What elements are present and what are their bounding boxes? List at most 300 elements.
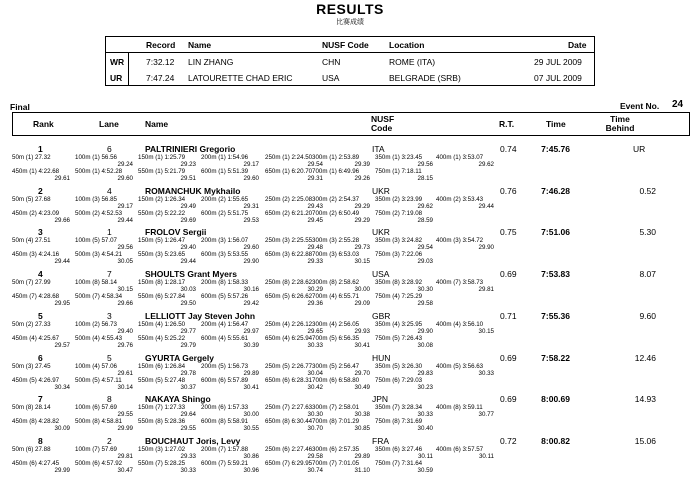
- split-difference: 30.55: [243, 425, 259, 433]
- split-difference: 30.47: [117, 466, 133, 474]
- split-time: 50m (4) 27.51: [12, 237, 51, 245]
- split-difference: 29.24: [117, 161, 133, 168]
- split-time: 450m (3) 4:24.16: [12, 251, 60, 259]
- col-lane: Lane: [99, 119, 119, 129]
- split-time: 600m (2) 5:51.75: [201, 209, 249, 217]
- split-difference: 29.44: [54, 258, 70, 266]
- split-time: 550m (2) 5:22.22: [138, 209, 186, 217]
- split-difference: 30.15: [117, 286, 133, 294]
- col-name: Name: [145, 119, 169, 129]
- record-name-wr: LIN ZHANG: [188, 57, 234, 67]
- split-difference: 30.34: [54, 383, 70, 391]
- split-difference: 30.03: [180, 286, 196, 294]
- split-difference: 30.42: [307, 383, 323, 391]
- split-time: 250m (8) 2:28.62: [265, 279, 313, 287]
- record-location-wr: ROME (ITA): [389, 57, 436, 67]
- swimmer-name: SHOULTS Grant Myers: [145, 269, 237, 280]
- split-time: 50m (7) 27.99: [12, 279, 51, 287]
- split-difference: 30.40: [417, 425, 433, 433]
- record-name-ur: LATOURETTE CHAD ERIC: [188, 73, 293, 83]
- split-time: 150m (7) 1:27.33: [138, 404, 186, 412]
- split-time: 50m (5) 27.68: [12, 195, 51, 203]
- split-time: 600m (5) 5:57.26: [201, 293, 249, 301]
- split-time: 100m (6) 57.69: [75, 404, 117, 412]
- record-type-wr: WR: [110, 57, 125, 67]
- swimmer-rank: 2: [38, 185, 43, 196]
- split-difference: 29.60: [243, 244, 259, 252]
- split-difference: 30.96: [243, 466, 259, 474]
- split-difference: 30.05: [117, 258, 133, 266]
- split-difference: 29.53: [243, 216, 259, 224]
- split-time: 350m (6) 3:27.46: [375, 445, 423, 453]
- split-difference: 29.17: [117, 202, 133, 210]
- swimmer-final-time: 8:00.82: [541, 435, 570, 446]
- split-time: 550m (8) 5:28.36: [138, 418, 186, 426]
- swimmer-final-time: 7:55.36: [541, 310, 570, 321]
- swimmer-lane: 8: [107, 394, 112, 405]
- split-time: 750m (7) 7:31.64: [375, 459, 423, 467]
- split-time: 600m (3) 5:53.55: [201, 251, 249, 259]
- split-time: 500m (8) 4:58.81: [75, 418, 123, 426]
- swimmer-reaction-time: 0.74: [500, 144, 517, 154]
- split-difference: 30.11: [478, 452, 494, 460]
- split-time: 150m (4) 1:26.50: [138, 320, 186, 328]
- split-difference: 29.73: [354, 244, 370, 252]
- swimmer-lane: 1: [107, 227, 112, 238]
- split-difference: 29.56: [117, 244, 133, 252]
- split-difference: 30.86: [243, 452, 259, 460]
- split-time: 500m (6) 4:57.92: [75, 459, 123, 467]
- split-time: 500m (1) 4:52.28: [75, 168, 123, 175]
- split-difference: 29.44: [117, 216, 133, 224]
- split-time: 550m (6) 5:27.84: [138, 293, 186, 301]
- split-time: 350m (8) 3:28.92: [375, 279, 423, 287]
- swimmer-rank: 6: [38, 352, 43, 363]
- split-time: 150m (1) 1:25.79: [138, 154, 186, 161]
- split-difference: 29.64: [180, 411, 196, 419]
- split-time: 700m (2) 6:50.49: [312, 209, 360, 217]
- page-title: RESULTS: [316, 1, 384, 17]
- split-time: 600m (8) 5:58.91: [201, 418, 249, 426]
- record-type-ur: UR: [110, 73, 123, 83]
- split-difference: 30.33: [478, 369, 494, 377]
- split-time: 450m (5) 4:26.97: [12, 376, 60, 384]
- split-time: 300m (4) 2:56.05: [312, 320, 360, 328]
- split-difference: 29.69: [180, 216, 196, 224]
- split-time: 750m (2) 7:19.08: [375, 209, 423, 217]
- split-difference: 29.39: [354, 161, 370, 168]
- split-difference: 28.59: [417, 216, 433, 224]
- col-code: Code: [371, 123, 393, 133]
- split-time: 50m (6) 27.88: [12, 445, 51, 453]
- split-time: 650m (7) 6:29.95: [265, 459, 313, 467]
- split-time: 650m (2) 6:21.20: [265, 209, 313, 217]
- swimmer-time-behind: 8.07: [639, 269, 656, 280]
- split-time: 450m (2) 4:23.09: [12, 209, 60, 217]
- split-difference: 29.23: [180, 161, 196, 168]
- split-difference: 29.60: [117, 175, 133, 182]
- split-time: 500m (5) 4:57.11: [75, 376, 122, 384]
- swimmer-reaction-time: 0.72: [500, 435, 517, 446]
- swimmer-final-time: 8:00.69: [541, 394, 570, 405]
- split-time: 750m (3) 7:22.06: [375, 251, 423, 259]
- swimmer-time-behind: 14.93: [634, 394, 656, 405]
- col-nusf: NUSF: [371, 114, 395, 124]
- split-difference: 29.55: [180, 425, 196, 433]
- split-difference: 29.57: [54, 341, 70, 349]
- split-difference: 29.90: [478, 244, 494, 252]
- split-difference: 29.77: [180, 327, 196, 335]
- record-date-ur: 07 JUL 2009: [534, 73, 582, 83]
- split-time: 700m (5) 6:56.35: [312, 334, 360, 342]
- swimmer-final-time: 7:46.28: [541, 185, 570, 196]
- split-time: 650m (3) 6:22.88: [265, 251, 313, 259]
- split-time: 100m (4) 57.06: [75, 362, 117, 370]
- split-difference: 30.59: [417, 466, 433, 474]
- swimmer-code: FRA: [372, 435, 389, 446]
- split-difference: 29.66: [54, 216, 70, 224]
- split-difference: 30.77: [478, 411, 494, 419]
- swimmer-code: UKR: [372, 185, 390, 196]
- split-time: 400m (1) 3:53.07: [436, 154, 484, 161]
- split-time: 150m (6) 1:26.84: [138, 362, 186, 370]
- split-time: 500m (2) 4:52.53: [75, 209, 123, 217]
- split-time: 100m (5) 57.07: [75, 237, 117, 245]
- split-difference: 29.55: [117, 411, 133, 419]
- split-time: 150m (2) 1:26.34: [138, 195, 186, 203]
- swimmer-final-time: 7:53.83: [541, 269, 570, 280]
- split-difference: 29.42: [243, 300, 259, 308]
- swimmer-name: BOUCHAUT Joris, Levy: [145, 435, 241, 446]
- split-difference: 30.74: [307, 466, 323, 474]
- swimmer-code: GBR: [372, 310, 391, 321]
- records-type-divider: [128, 52, 129, 86]
- split-difference: 29.90: [243, 258, 259, 266]
- swimmer-time-behind: 9.60: [639, 310, 656, 321]
- split-time: 750m (6) 7:29.03: [375, 376, 423, 384]
- swimmer-time-behind: 5.30: [639, 227, 656, 238]
- swimmer-reaction-time: 0.69: [500, 394, 517, 405]
- split-difference: 29.60: [243, 175, 259, 182]
- split-difference: 29.36: [307, 300, 323, 308]
- swimmer-name: FROLOV Sergii: [145, 227, 207, 238]
- records-header-name: Name: [188, 40, 212, 50]
- split-time: 350m (1) 3:23.45: [375, 154, 423, 161]
- swimmer-rank: 4: [38, 269, 43, 280]
- split-time: 100m (3) 56.85: [75, 195, 117, 203]
- split-difference: 29.78: [180, 369, 196, 377]
- swimmer-reaction-time: 0.75: [500, 227, 517, 238]
- split-time: 750m (4) 7:25.29: [375, 293, 423, 301]
- split-difference: 29.40: [180, 244, 196, 252]
- split-difference: 29.50: [180, 300, 196, 308]
- split-difference: 30.16: [243, 286, 259, 294]
- split-difference: 29.43: [307, 202, 323, 210]
- split-time: 350m (5) 3:26.30: [375, 362, 423, 370]
- record-code-wr: CHN: [322, 57, 341, 67]
- swimmer-lane: 7: [107, 269, 112, 280]
- round-label: Final: [10, 102, 30, 112]
- split-difference: 29.33: [180, 452, 196, 460]
- split-difference: 29.33: [307, 258, 323, 266]
- swimmer-final-time: 7:51.06: [541, 227, 570, 238]
- swimmer-rank: 5: [38, 310, 43, 321]
- split-time: 400m (2) 3:53.43: [436, 195, 484, 203]
- split-difference: 29.17: [243, 161, 259, 168]
- split-difference: 29.95: [54, 300, 70, 308]
- split-time: 700m (7) 7:01.05: [312, 459, 360, 467]
- split-difference: 29.31: [307, 175, 323, 182]
- split-difference: 29.89: [354, 452, 370, 460]
- split-time: 350m (4) 3:25.95: [375, 320, 423, 328]
- split-time: 400m (8) 3:59.11: [436, 404, 483, 412]
- page-subtitle: 比赛成绩: [336, 19, 364, 26]
- split-time: 250m (1) 2:24.50: [265, 154, 313, 161]
- swimmer-lane: 2: [107, 435, 112, 446]
- swimmer-code: USA: [372, 269, 390, 280]
- split-difference: 29.40: [117, 327, 133, 335]
- records-header-code: NUSF Code: [322, 40, 369, 50]
- split-difference: 29.81: [117, 452, 133, 460]
- split-time: 250m (3) 2:25.55: [265, 237, 313, 245]
- swimmer-lane: 5: [107, 352, 112, 363]
- split-difference: 29.03: [417, 258, 433, 266]
- split-difference: 30.33: [417, 411, 433, 419]
- split-difference: 30.85: [354, 425, 370, 433]
- split-time: 650m (5) 6:26.62: [265, 293, 313, 301]
- split-time: 550m (5) 5:27.48: [138, 376, 186, 384]
- split-time: 650m (1) 6:20.70: [265, 168, 313, 175]
- split-time: 300m (8) 2:58.62: [312, 279, 360, 287]
- split-difference: 29.79: [180, 341, 196, 349]
- split-difference: 30.41: [354, 341, 370, 349]
- split-time: 350m (2) 3:23.99: [375, 195, 423, 203]
- split-difference: 29.61: [54, 175, 70, 182]
- split-difference: 30.49: [354, 383, 370, 391]
- swimmer-lane: 6: [107, 144, 112, 154]
- split-difference: 29.65: [307, 327, 323, 335]
- split-time: 200m (4) 1:56.47: [201, 320, 249, 328]
- swimmer-name: GYURTA Gergely: [145, 352, 214, 363]
- split-time: 700m (6) 6:58.80: [312, 376, 360, 384]
- split-time: 350m (3) 3:24.82: [375, 237, 423, 245]
- split-difference: 30.00: [354, 286, 370, 294]
- swimmer-lane: 3: [107, 310, 112, 321]
- split-difference: 30.08: [417, 341, 433, 349]
- split-time: 200m (5) 1:56.73: [201, 362, 249, 370]
- split-time: 150m (5) 1:26.47: [138, 237, 186, 245]
- split-time: 700m (1) 6:49.96: [312, 168, 360, 175]
- swimmer-final-time: 7:58.22: [541, 352, 570, 363]
- split-time: 300m (2) 2:54.37: [312, 195, 360, 203]
- swimmer-reaction-time: 0.76: [500, 185, 517, 196]
- split-time: 400m (7) 3:58.73: [436, 279, 484, 287]
- split-time: 600m (4) 5:55.61: [201, 334, 249, 342]
- split-difference: 29.29: [354, 216, 370, 224]
- split-difference: 29.45: [307, 216, 323, 224]
- split-difference: 29.44: [478, 202, 494, 210]
- split-difference: 30.09: [54, 425, 70, 433]
- swimmer-rank: 8: [38, 435, 43, 446]
- split-difference: 29.54: [307, 161, 323, 168]
- swimmer-reaction-time: 0.69: [500, 269, 517, 280]
- split-time: 500m (4) 4:55.43: [75, 334, 123, 342]
- split-time: 100m (7) 57.69: [75, 445, 117, 453]
- records-header-location: Location: [389, 40, 425, 50]
- split-difference: 30.41: [243, 383, 259, 391]
- swimmer-rank: 7: [38, 394, 43, 405]
- split-time: 550m (7) 5:28.25: [138, 459, 186, 467]
- split-difference: 29.97: [243, 327, 259, 335]
- records-header-date: Date: [568, 40, 587, 50]
- split-time: 150m (8) 1:28.17: [138, 279, 186, 287]
- split-time: 750m (5) 7:26.43: [375, 334, 423, 342]
- records-header-record: Record: [146, 40, 176, 50]
- swimmer-name: PALTRINIERI Gregorio: [145, 144, 236, 154]
- split-time: 600m (7) 5:59.21: [201, 459, 249, 467]
- split-time: 400m (4) 3:56.10: [436, 320, 484, 328]
- split-difference: 29.70: [354, 369, 370, 377]
- split-difference: 30.14: [117, 383, 133, 391]
- split-difference: 29.56: [417, 161, 433, 168]
- split-difference: 29.99: [117, 425, 133, 433]
- split-difference: 29.76: [117, 341, 133, 349]
- split-difference: 29.58: [417, 300, 433, 308]
- split-difference: 30.00: [243, 411, 259, 419]
- swimmer-name: NAKAYA Shingo: [145, 394, 211, 405]
- split-time: 200m (2) 1:55.65: [201, 195, 249, 203]
- split-time: 50m (3) 27.45: [12, 362, 51, 370]
- swimmer-name: LELLIOTT Jay Steven John: [145, 310, 256, 321]
- swimmer-code: HUN: [372, 352, 391, 363]
- split-difference: 29.61: [117, 369, 133, 377]
- split-difference: 30.11: [417, 452, 433, 460]
- record-time-wr: 7:32.12: [146, 57, 175, 67]
- split-time: 550m (1) 5:21.79: [138, 168, 186, 175]
- split-time: 200m (7) 1:57.88: [201, 445, 249, 453]
- split-difference: 30.70: [307, 425, 323, 433]
- split-time: 450m (8) 4:28.82: [12, 418, 60, 426]
- split-time: 400m (5) 3:56.63: [436, 362, 484, 370]
- split-time: 50m (1) 27.32: [12, 154, 51, 161]
- record-location-ur: BELGRADE (SRB): [389, 73, 461, 83]
- split-difference: 29.51: [180, 175, 196, 182]
- split-time: 650m (6) 6:28.31: [265, 376, 313, 384]
- split-time: 300m (5) 2:56.47: [312, 362, 360, 370]
- split-difference: 29.49: [180, 202, 196, 210]
- split-time: 350m (7) 3:28.34: [375, 404, 423, 412]
- split-difference: 29.81: [478, 286, 494, 294]
- swimmer-code: UKR: [372, 227, 390, 238]
- swimmer-time-behind: 0.52: [639, 185, 656, 196]
- col-time-behind-1: Time: [610, 114, 630, 124]
- event-number: 24: [672, 99, 684, 110]
- split-time: 250m (5) 2:26.77: [265, 362, 313, 370]
- split-difference: 29.99: [54, 466, 70, 474]
- split-time: 400m (3) 3:54.72: [436, 237, 484, 245]
- split-difference: 29.44: [180, 258, 196, 266]
- records-header-divider: [105, 52, 595, 53]
- split-difference: 28.15: [417, 175, 433, 182]
- split-time: 700m (8) 7:01.29: [312, 418, 360, 426]
- swimmer-rank: 1: [38, 144, 43, 154]
- swimmer-reaction-time: 0.69: [500, 352, 517, 363]
- split-difference: 29.09: [354, 300, 370, 308]
- split-difference: 29.66: [117, 300, 133, 308]
- split-time: 750m (8) 7:31.69: [375, 418, 423, 426]
- record-date-wr: 29 JUL 2009: [534, 57, 582, 67]
- split-time: 250m (2) 2:25.08: [265, 195, 313, 203]
- split-time: 600m (6) 5:57.89: [201, 376, 249, 384]
- split-time: 200m (1) 1:54.96: [201, 154, 249, 161]
- split-difference: 30.30: [417, 286, 433, 294]
- split-difference: 29.90: [417, 327, 433, 335]
- col-time-behind-2: Behind: [605, 123, 635, 133]
- swimmer-time-behind: 15.06: [634, 435, 656, 446]
- split-difference: 30.23: [417, 383, 433, 391]
- split-time: 500m (7) 4:58.34: [75, 293, 123, 301]
- swimmer-record-note: UR: [633, 144, 646, 154]
- split-time: 450m (4) 4:25.67: [12, 334, 60, 342]
- split-time: 400m (6) 3:57.57: [436, 445, 484, 453]
- split-difference: 30.15: [354, 258, 370, 266]
- split-difference: 29.31: [243, 202, 259, 210]
- split-difference: 30.29: [307, 286, 323, 294]
- split-difference: 30.38: [354, 411, 370, 419]
- split-time: 200m (3) 1:56.07: [201, 237, 249, 245]
- split-difference: 29.62: [417, 202, 433, 210]
- split-time: 100m (1) 56.56: [75, 154, 117, 161]
- split-difference: 29.58: [307, 452, 323, 460]
- split-time: 200m (8) 1:58.33: [201, 279, 249, 287]
- split-difference: 30.37: [180, 383, 196, 391]
- swimmer-final-time: 7:45.76: [541, 144, 570, 154]
- split-difference: 29.89: [243, 369, 259, 377]
- swimmer-lane: 4: [107, 185, 112, 196]
- split-time: 300m (1) 2:53.89: [312, 154, 360, 161]
- swimmer-name: ROMANCHUK Mykhailo: [145, 185, 241, 196]
- split-time: 100m (8) 58.14: [75, 279, 117, 287]
- split-difference: 30.30: [307, 411, 323, 419]
- split-time: 150m (3) 1:27.02: [138, 445, 186, 453]
- split-difference: 29.54: [417, 244, 433, 252]
- split-difference: 29.26: [354, 175, 370, 182]
- split-time: 250m (4) 2:26.12: [265, 320, 313, 328]
- swimmer-code: JPN: [372, 394, 389, 405]
- split-time: 550m (3) 5:23.65: [138, 251, 186, 259]
- split-time: 600m (1) 5:51.39: [201, 168, 249, 175]
- split-time: 300m (7) 2:58.01: [312, 404, 360, 412]
- split-time: 700m (4) 6:55.71: [312, 293, 360, 301]
- swimmer-rank: 3: [38, 227, 43, 238]
- col-rank: Rank: [33, 119, 54, 129]
- split-time: 50m (2) 27.33: [12, 320, 51, 328]
- split-time: 50m (8) 28.14: [12, 404, 51, 412]
- split-difference: 30.39: [243, 341, 259, 349]
- split-time: 450m (1) 4:22.68: [12, 168, 60, 175]
- record-time-ur: 7:47.24: [146, 73, 175, 83]
- split-time: 650m (8) 6:30.44: [265, 418, 313, 426]
- swimmer-code: ITA: [372, 144, 385, 154]
- split-time: 100m (2) 56.73: [75, 320, 117, 328]
- record-code-ur: USA: [322, 73, 340, 83]
- split-difference: 29.29: [354, 202, 370, 210]
- split-difference: 29.48: [307, 244, 323, 252]
- col-time: Time: [546, 119, 566, 129]
- split-difference: 29.62: [478, 161, 494, 168]
- split-time: 250m (6) 2:27.46: [265, 445, 313, 453]
- split-difference: 29.83: [417, 369, 433, 377]
